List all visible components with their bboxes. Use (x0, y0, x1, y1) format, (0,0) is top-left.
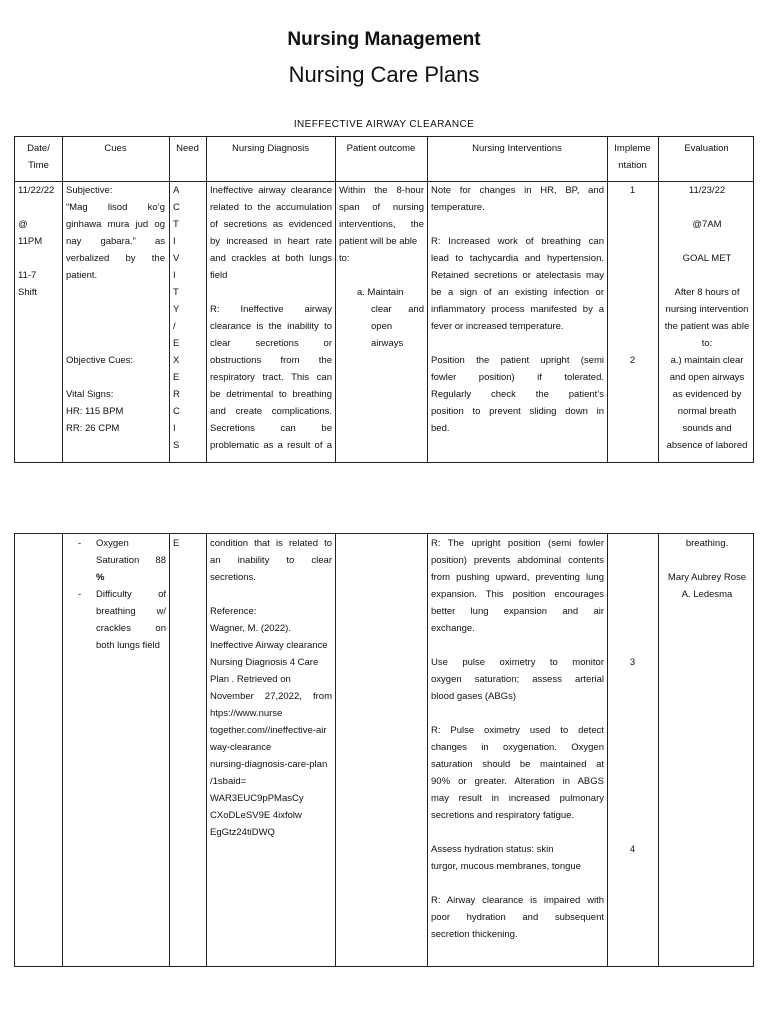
evaluation-cell: 11/23/22 @7AM GOAL MET After 8 hours of nursing intervention the patient was able to: a.) maintain clear and open airways as evidenced by normal breath sounds and absence of labored (664, 185, 750, 451)
page-title: Nursing Management (287, 29, 481, 50)
header-implementation: Impleme ntation (614, 143, 651, 171)
header-evaluation: Evaluation (684, 143, 729, 154)
care-plan-table-part-1 (14, 136, 754, 463)
cues-cell-continued: - Oxygen Saturation 88 % - Difficulty of breathing w/ crackles on both lungs field (78, 538, 166, 651)
patient-outcome-cell: Within the 8-hour span of nursing interventions, the patient will be able to: a. Maintain clear and open airways (339, 185, 424, 349)
need-cell-continued: E (173, 538, 180, 549)
care-plan-title: INEFFECTIVE AIRWAY CLEARANCE (293, 119, 475, 130)
header-nursing-interventions: Nursing Interventions (472, 143, 562, 154)
need-cell: A C T I V I T Y / E X E R C I S (173, 185, 180, 451)
header-nursing-diagnosis: Nursing Diagnosis (231, 143, 310, 154)
care-plan-table-part-2 (14, 533, 754, 967)
page-subtitle: Nursing Care Plans (288, 62, 480, 87)
implementation-cell: 1 2 (629, 185, 636, 366)
cues-cell: Subjective: “Mag lisod ko’g ginhawa mura jud og nay gabara.” as verbalized by the patient. Objective Cues: Vital Signs: HR: 115 BPM RR: 26 CPM (66, 185, 165, 434)
nursing-diagnosis-cell: Ineffective airway clearance related to the accumulation of secretions as evidenced by increased in heart rate and crackles at both lungs field R: Ineffective airway clearance is the inability to clear secretions or obstructions from the respiratory tract. This can be detrimental to breathing and create complications. Secretions can be problematic as a result of a (210, 185, 332, 451)
header-date-time: Date/ Time (27, 143, 50, 171)
date-time-cell: 11/22/22 @ 11PM 11-7 Shift (18, 185, 55, 298)
implementation-cell-continued: 3 4 (629, 657, 636, 855)
header-need: Need (176, 143, 199, 154)
nursing-interventions-cell: Note for changes in HR, BP, and temperature. R: Increased work of breathing can lead to tachycardia and hypertension. Retained secretions or atelectasis may be a sign of an existing infection or inflammatory process manifested by a fever or increased temperature. Position the patient upright (semi fowler position) if tolerated. Regularly check the patient’s position to prevent sliding down in bed. (431, 185, 604, 434)
evaluation-cell-continued: breathing. Mary Aubrey Rose A. Ledesma (667, 538, 747, 600)
nursing-diagnosis-cell-continued: condition that is related to an inability to clear secretions. Reference: Wagner, M. (2022). Ineffective Airway clearance Nursing Diagnosis 4 Care Plan . Retrieved on November 27,2022, from htps://www.nurse together.com//ineffective-air way-clearance nursing-diagnosis-care-plan /1sbaid= WAR3EUC9pPMasCy CXoDLeSV9E 4ixfolw EgGtz24tiDWQ (210, 538, 332, 838)
header-cues: Cues (104, 143, 127, 154)
header-patient-outcome: Patient outcome (346, 143, 416, 154)
nursing-interventions-cell-continued: R: The upright position (semi fowler position) prevents abdominal contents from pushing upward, preventing lung expansion. This position encourages better lung expansion and air exchange. Use pulse oximetry to monitor oxygen saturation; assess arterial blood gases (ABGs) R: Pulse oximetry used to detect changes in oxygenation. Oxygen saturation should be maintained at 90% or greater. Alteration in ABGS may result in increased pulmonary secretions and respiratory fatigue. Assess hydration status: skin turgor, mucous membranes, tongue R: Airway clearance is impaired with poor hydration and subsequent secretion thickening. (431, 538, 604, 940)
